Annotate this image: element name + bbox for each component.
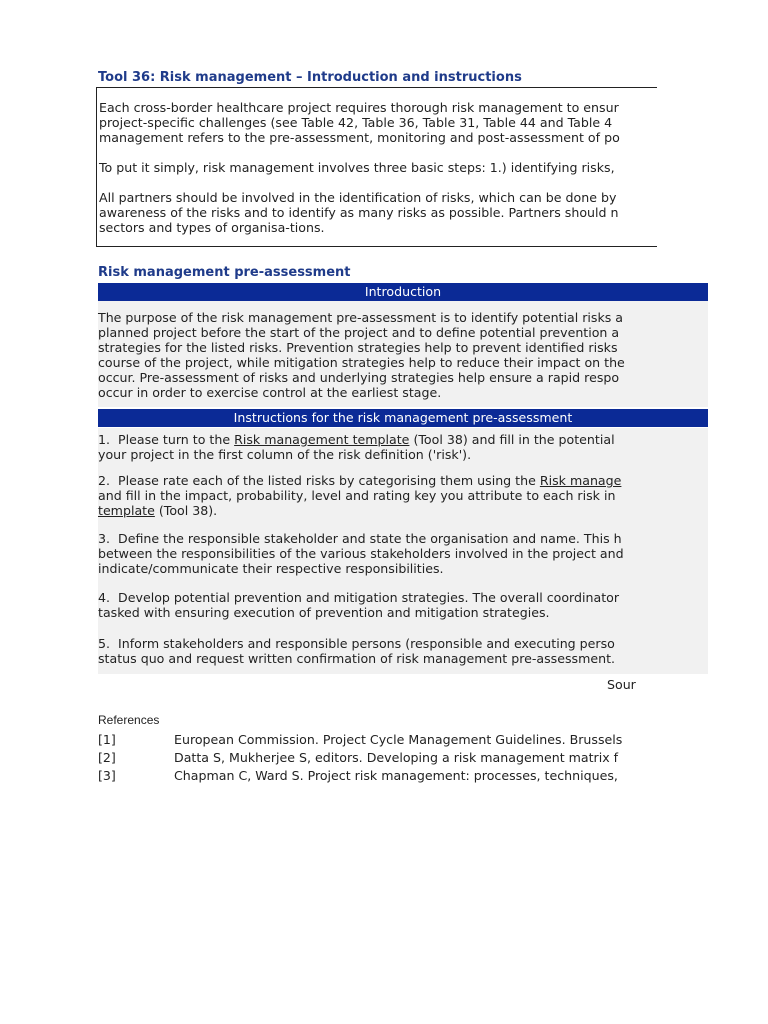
step-line: tasked with ensuring execution of prevention and mitigation strategies. (98, 605, 550, 620)
intro-paragraph-3 (99, 190, 633, 235)
step-line (98, 432, 632, 447)
instructions-bar: Instructions for the risk management pre-assessment (98, 409, 708, 427)
intro-line: project-specific challenges (see Table 42, Table 36, Table 31, Table 44 and Table 4 (99, 115, 613, 130)
introduction-bar: Introduction (98, 283, 708, 301)
intro-box (96, 87, 657, 247)
step-line: indicate/communicate their respective responsibilities. (98, 561, 444, 576)
step-text: (Tool 38) and fill in the potential (409, 432, 615, 447)
intro-line: All partners should be involved in the identification of risks, which can be done by (99, 190, 617, 205)
step-line: and fill in the impact, probability, level and rating key you attribute to each risk in (98, 488, 616, 503)
section-heading: Risk management pre-assessment (98, 265, 351, 280)
introduction-line: course of the project, while mitigation strategies help to reduce their impact on the (98, 355, 625, 370)
step-number: 1. (98, 432, 111, 447)
intro-paragraph-2 (99, 160, 633, 175)
reference-number: [3] (98, 768, 116, 783)
step-number: 5. (98, 636, 111, 651)
reference-number: [1] (98, 732, 116, 747)
introduction-line: strategies for the listed risks. Prevention strategies help to prevent identified risks (98, 340, 618, 355)
intro-line: sectors and types of organisa-tions. (99, 220, 325, 235)
source-label: Sour (607, 677, 636, 692)
step-text: Define the responsible stakeholder and state the organisation and name. This h (118, 531, 622, 546)
step-line (98, 531, 632, 546)
introduction-text (98, 310, 632, 400)
references-heading: References (98, 713, 160, 727)
step-line (98, 590, 632, 605)
intro-line: Each cross-border healthcare project requires thorough risk management to ensur (99, 100, 619, 115)
step-number: 3. (98, 531, 111, 546)
introduction-line: occur in order to exercise control at the earliest stage. (98, 385, 442, 400)
step-5 (98, 636, 632, 666)
page-title: Tool 36: Risk management – Introduction and instructions (98, 70, 522, 85)
step-text: Inform stakeholders and responsible persons (responsible and executing perso (118, 636, 615, 651)
reference-number: [2] (98, 750, 116, 765)
step-1 (98, 432, 632, 462)
introduction-line: The purpose of the risk management pre-assessment is to identify potential risks a (98, 310, 624, 325)
step-line: status quo and request written confirmation of risk management pre-assessment. (98, 651, 616, 666)
template-link[interactable]: template (98, 503, 155, 518)
reference-text: European Commission. Project Cycle Management Guidelines. Brussels (174, 732, 623, 747)
step-line (98, 636, 632, 651)
intro-line: To put it simply, risk management involves three basic steps: 1.) identifying risks, (99, 160, 615, 175)
step-number: 2. (98, 473, 111, 488)
risk-template-link[interactable]: Risk management template (234, 432, 410, 447)
step-4 (98, 590, 632, 620)
step-text: Please rate each of the listed risks by categorising them using the (118, 473, 540, 488)
intro-line: management refers to the pre-assessment, monitoring and post-assessment of po (99, 130, 620, 145)
step-line (98, 473, 632, 488)
step-line: your project in the first column of the risk definition ('risk'). (98, 447, 472, 462)
reference-text: Chapman C, Ward S. Project risk management: processes, techniques, (174, 768, 618, 783)
step-line: between the responsibilities of the various stakeholders involved in the project and (98, 546, 624, 561)
reference-text: Datta S, Mukherjee S, editors. Developing a risk management matrix f (174, 750, 619, 765)
intro-line: awareness of the risks and to identify as many risks as possible. Partners should n (99, 205, 619, 220)
step-line (98, 503, 632, 518)
introduction-line: planned project before the start of the project and to define potential prevention a (98, 325, 620, 340)
risk-matrix-link[interactable]: Risk manage (539, 473, 622, 488)
intro-paragraph-1 (99, 100, 633, 145)
step-3 (98, 531, 632, 576)
step-2 (98, 473, 632, 518)
step-text: (Tool 38). (154, 503, 218, 518)
introduction-line: occur. Pre-assessment of risks and underlying strategies help ensure a rapid respo (98, 370, 620, 385)
step-text: Develop potential prevention and mitigation strategies. The overall coordinator (118, 590, 620, 605)
step-text: Please turn to the (118, 432, 235, 447)
step-number: 4. (98, 590, 111, 605)
